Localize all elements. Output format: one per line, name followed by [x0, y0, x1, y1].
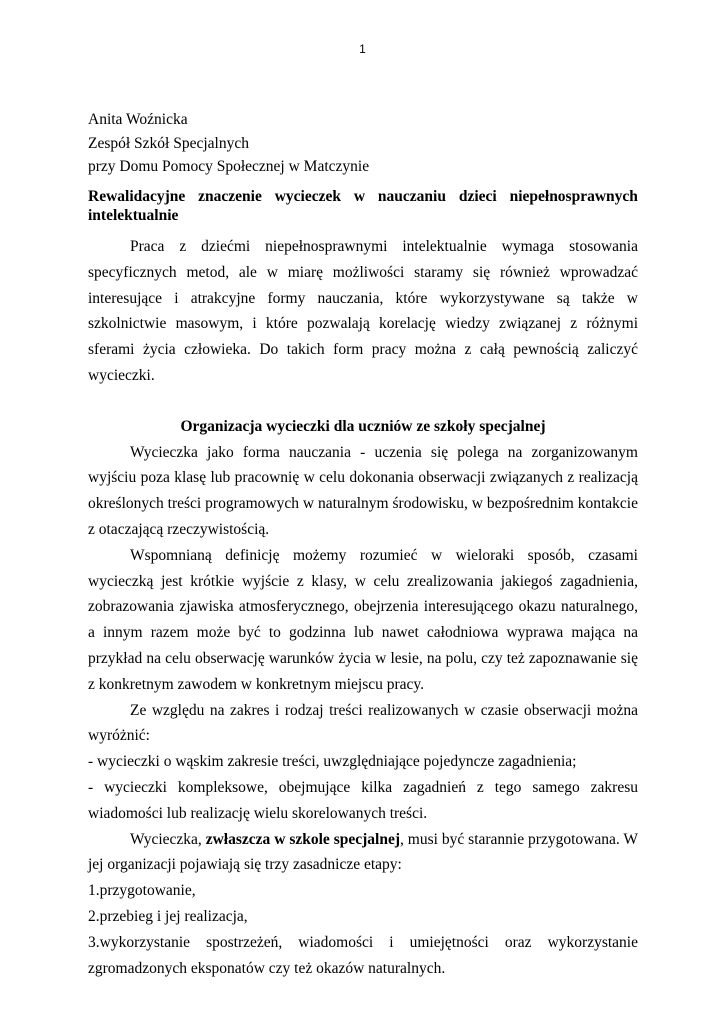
title-word: wycieczek: [274, 188, 341, 205]
list-item: - wycieczki o wąskim zakresie treści, uwzględniające pojedyncze zagadnienia;: [88, 753, 577, 771]
title-word: znaczenie: [198, 188, 262, 205]
stages-paragraph: [88, 827, 638, 879]
page-number: 1: [359, 42, 366, 56]
list-item: 2.przebieg i jej realizacja,: [88, 907, 248, 925]
stages-text-start: Wycieczka,: [130, 830, 206, 848]
section-heading: Organizacja wycieczki dla uczniów ze szkoły specjalnej: [180, 417, 546, 435]
document-title: [88, 187, 638, 225]
types-paragraph: Ze względu na zakres i rodzaj treści realizowanych w czasie obserwacji można wyróżnić:: [88, 701, 638, 745]
title-word: niepełnosprawnych: [509, 188, 638, 205]
title-line-2: intelektualnie: [88, 207, 179, 224]
title-word: w: [353, 188, 366, 205]
author-name: Anita Woźnicka: [88, 111, 188, 128]
title-word: nauczaniu: [377, 188, 446, 205]
school-name: Zespół Szkół Specjalnych: [88, 134, 249, 152]
definition-paragraph: Wycieczka jako forma nauczania - uczenia się polega na zorganizowanym wyjściu poza klasę lub pracownię w celu dokonania obserwacji związanych z realizacją określonych treści programowych w naturalnym środowisku, w bezpośrednim kontakcie z otaczającą rzeczywistością.: [88, 443, 638, 538]
stages-text-bold: zwłaszcza w szkole specjalnej: [205, 830, 400, 848]
title-word: Rewalidacyjne: [88, 188, 186, 205]
institution-name: przy Domu Pomocy Społecznej w Matczynie: [88, 158, 370, 175]
list-item: 1.przygotowanie,: [88, 882, 196, 900]
title-word: dzieci: [458, 188, 497, 205]
intro-paragraph: Praca z dziećmi niepełnosprawnymi intelektualnie wymaga stosowania specyficznych metod, ale w miarę możliwości staramy się również wprowadzać interesujące i atrakcyjne formy nauczania, które wykorzystywane są także w szkolnictwie masowym, i które pozwalają korelację wiedzy związanej z różnymi sferami życia człowieka. Do takich form pracy można z całą pewnością zaliczyć wycieczki.: [88, 238, 638, 384]
stages-text-end: , musi być starannie przygotowana. W jej organizacji pojawiają się trzy zasadnicze etapy:: [88, 830, 638, 874]
list-item: - wycieczki kompleksowe, obejmujące kilka zagadnień z tego samego zakresu wiadomości lub realizację wielu skorelowanych treści.: [88, 778, 638, 822]
list-item: 3.wykorzystanie spostrzeżeń, wiadomości i umiejętności oraz wykorzystanie zgromadzonych eksponatów czy też okazów naturalnych.: [88, 933, 638, 977]
document-body: [88, 234, 638, 981]
title-line-1: [88, 187, 638, 206]
examples-paragraph: Wspomnianą definicję możemy rozumieć w wieloraki sposób, czasami wycieczką jest krótkie wyjście z klasy, w celu zrealizowania jakiegoś zagadnienia, zobrazowania zjawiska atmosferycznego, obejrzenia interesującego okazu naturalnego, a innym razem może być to godzinna lub nawet całodniowa wyprawa mająca na przykład na celu obserwację warunków życia w lesie, na polu, czy też zapoznawanie się z konkretnym zawodem w konkretnym miejscu pracy.: [88, 546, 638, 693]
author-block: [88, 108, 369, 179]
